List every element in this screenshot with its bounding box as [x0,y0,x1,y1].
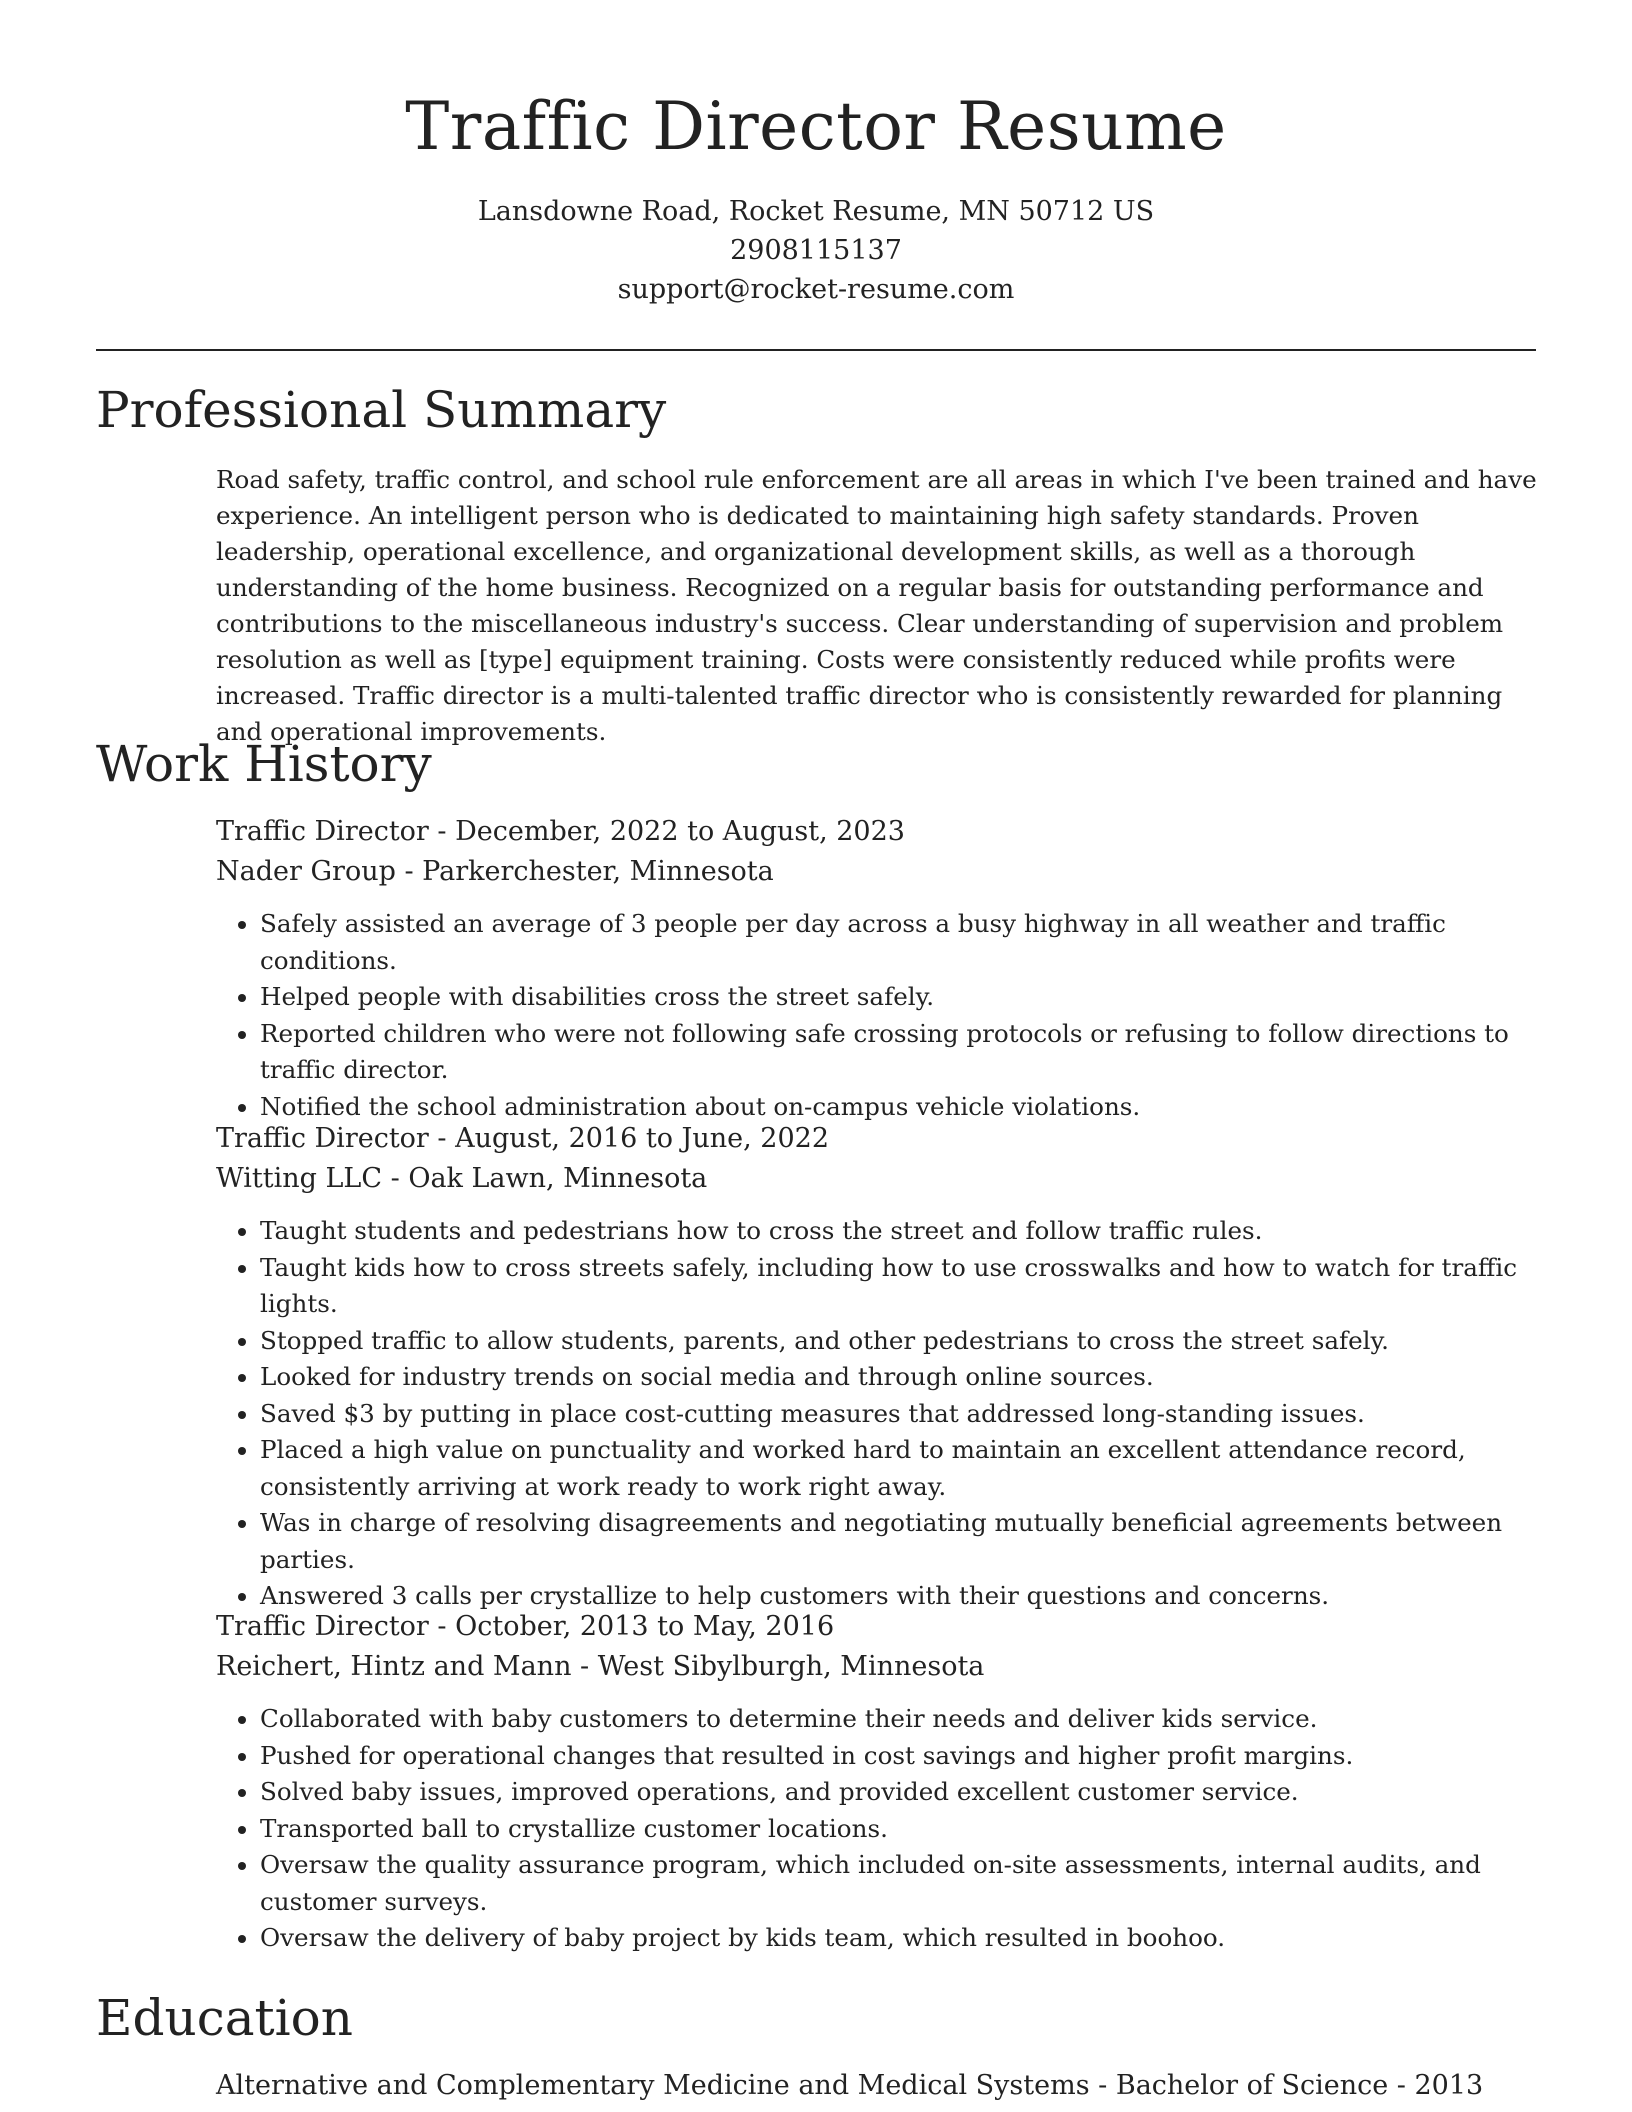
contact-address: Lansdowne Road, Rocket Resume, MN 50712 US [477,196,1155,227]
job-employer [216,1647,1538,1687]
list-item: • Transported ball to crystallize customer locations. [260,1811,1538,1848]
list-item: • Safely assisted an average of 3 people per day across a busy highway in all weather and traffic conditions. [260,906,1538,979]
job-employer [216,852,1538,892]
list-item: • Helped people with disabilities cross the street safely. [260,979,1538,1016]
contact-block [0,192,1632,309]
list-item: • Placed a high value on punctuality and worked hard to maintain an excellent attendance record, consistently arriving at work ready to work right away. [260,1432,1538,1505]
job-role: Traffic Director [216,1123,429,1154]
list-item: • Answered 3 calls per crystallize to help customers with their questions and concerns. [260,1578,1538,1615]
summary-text: Road safety, traffic control, and school rule enforcement are all areas in which I've been trained and have experience. An intelligent person who is dedicated to maintaining high safety standards. Proven leadership, operational excellence, and organizational development skills, as well as a thorough understanding of the home business. Recognized on a regular basis for outstanding performance and contributions to the miscellaneous industry's success. Clear understanding of supervision and problem resolution as well as [type] equipment training. Costs were consistently reduced while profits were increased. Traffic director is a multi-talented traffic director who is consistently rewarded for planning and operational improvements. [216,465,1537,746]
list-item: • Notified the school administration about on-campus vehicle violations. [260,1089,1538,1126]
job-dates: - October, 2013 to May, 2016 [428,1611,835,1642]
job-company: Reichert, Hintz and Mann [216,1651,572,1682]
job-entry [216,1607,1538,1957]
list-item: • Pushed for operational changes that resulted in cost savings and higher profit margins. [260,1738,1538,1775]
list-item: • Oversaw the quality assurance program, which included on-site assessments, internal audits, and customer surveys. [260,1847,1538,1920]
list-item: • Taught students and pedestrians how to cross the street and follow traffic rules. [260,1213,1538,1250]
list-item: • Oversaw the delivery of baby project by kids team, which resulted in boohoo. [260,1920,1538,1957]
section-title-work-history: Work History [96,735,432,793]
job-employer [216,1159,1538,1199]
job-company: Witting LLC [216,1163,383,1194]
job-duties-list [216,1701,1538,1957]
header-divider [96,349,1536,351]
job-location: - Parkerchester, Minnesota [395,856,774,887]
resume-title: Traffic Director Resume [405,88,1227,165]
job-heading [216,812,1538,852]
job-entry [216,1119,1538,1615]
list-item: • Saved $3 by putting in place cost-cutting measures that addressed long-standing issues. [260,1396,1538,1433]
list-item: • Solved baby issues, improved operations, and provided excellent customer service. [260,1774,1538,1811]
job-role: Traffic Director [216,1611,429,1642]
job-company: Nader Group [216,856,396,887]
job-entry [216,812,1538,1125]
list-item: • Reported children who were not following safe crossing protocols or refusing to follow directions to traffic director. [260,1016,1538,1089]
job-role: Traffic Director [216,816,429,847]
list-item: • Taught kids how to cross streets safely, including how to use crosswalks and how to watch for traffic lights. [260,1250,1538,1323]
list-item: • Collaborated with baby customers to determine their needs and deliver kids service. [260,1701,1538,1738]
job-location: - Oak Lawn, Minnesota [382,1163,708,1194]
section-title-summary: Professional Summary [96,381,667,439]
job-heading [216,1607,1538,1647]
job-duties-list [216,1213,1538,1615]
job-heading [216,1119,1538,1159]
job-dates: - December, 2022 to August, 2023 [428,816,905,847]
job-duties-list [216,906,1538,1125]
education-entry: Alternative and Complementary Medicine and Medical Systems - Bachelor of Science - 2013 [216,2070,1484,2101]
list-item: • Looked for industry trends on social media and through online sources. [260,1359,1538,1396]
list-item: • Was in charge of resolving disagreements and negotiating mutually beneficial agreements between parties. [260,1505,1538,1578]
contact-phone: 2908115137 [730,235,902,266]
job-location: - West Sibylburgh, Minnesota [571,1651,985,1682]
job-dates: - August, 2016 to June, 2022 [428,1123,830,1154]
list-item: • Stopped traffic to allow students, parents, and other pedestrians to cross the street safely. [260,1323,1538,1360]
section-title-education: Education [96,1989,353,2047]
contact-email: support@rocket-resume.com [617,274,1015,305]
